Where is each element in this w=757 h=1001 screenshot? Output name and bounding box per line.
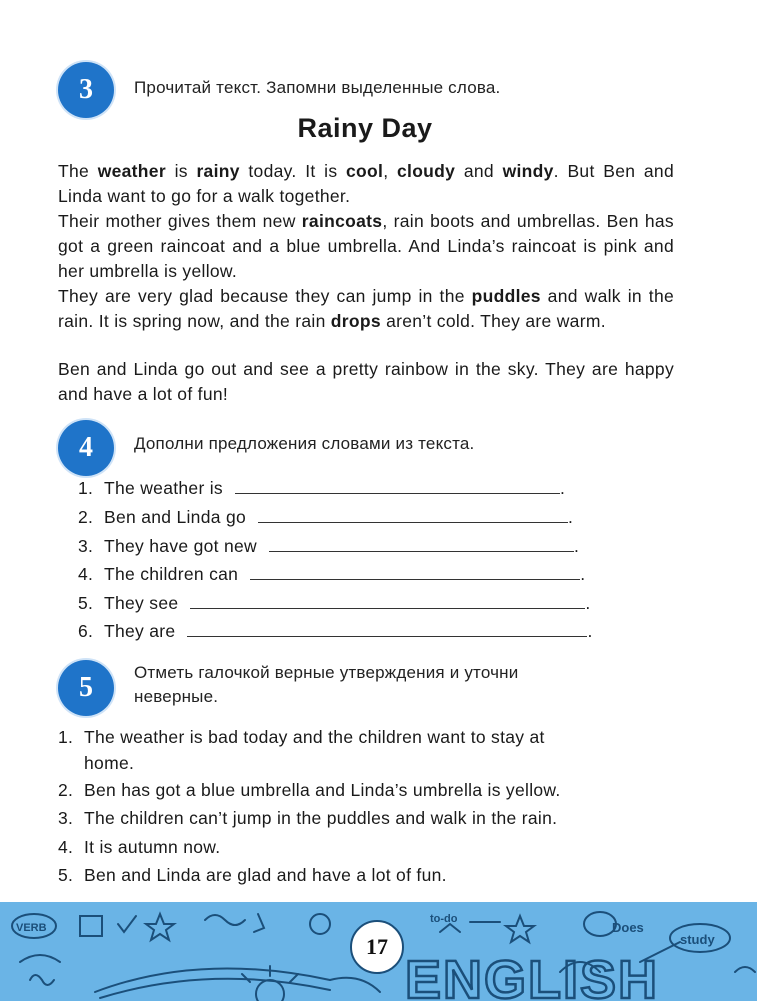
story-paragraph-1	[58, 159, 674, 209]
story-paragraph-2	[58, 209, 674, 284]
text-run: and walk in the rain. It is spring now, and the rain	[58, 286, 675, 331]
item-text: Ben and Linda go	[104, 507, 247, 527]
item-end-punctuation: .	[587, 621, 593, 641]
exercise-3-badge: 3	[58, 62, 114, 118]
item-end-punctuation: .	[568, 507, 574, 527]
highlighted-word: weather	[97, 161, 166, 181]
text-run: and	[455, 161, 503, 181]
answer-blank[interactable]	[250, 561, 580, 580]
statement-text-continued: home.	[84, 753, 135, 773]
banner-word-english: ENGLISH	[405, 950, 660, 1001]
exercise-4-header	[58, 420, 698, 480]
item-number: 5.	[58, 865, 74, 885]
highlighted-word: drops	[330, 311, 381, 331]
statement-item[interactable]	[58, 834, 674, 860]
exercise-4-instruction: Дополни предложения словами из текста.	[134, 434, 475, 453]
text-run: The	[58, 161, 98, 181]
exercise-5-instruction	[134, 661, 518, 709]
highlighted-word: cool	[346, 161, 384, 181]
item-number: 5.	[78, 593, 94, 613]
statement-text: The children can’t jump in the puddles and walk in the rain.	[84, 808, 558, 828]
book-spine	[330, 978, 380, 992]
exercise-4-badge: 4	[58, 420, 114, 476]
fill-in-item	[78, 532, 579, 560]
text-run: They are very glad because they can jump in the	[58, 286, 472, 306]
statement-item[interactable]	[58, 777, 674, 803]
fill-in-item	[78, 560, 585, 588]
page-number: 17	[350, 920, 404, 974]
item-number: 4.	[78, 564, 94, 584]
exercise-5-instruction-line-1: Отметь галочкой верные утверждения и уточни	[134, 663, 519, 682]
item-number: 1.	[58, 727, 74, 747]
text-run: aren’t cold. They are warm.	[380, 311, 606, 331]
statement-item[interactable]	[58, 862, 674, 888]
fill-in-item	[78, 474, 565, 502]
exercise-5-badge: 5	[58, 660, 114, 716]
doodle-word-verb: VERB	[16, 922, 47, 934]
item-end-punctuation: .	[573, 536, 580, 556]
star-icon	[146, 914, 174, 940]
item-text: They are	[104, 621, 176, 641]
item-number: 1.	[78, 478, 94, 498]
text-run: . But Ben and Linda want to go for a walk together.	[58, 161, 675, 206]
item-end-punctuation: .	[580, 564, 586, 584]
highlighted-word: raincoats	[301, 211, 383, 231]
exercise-3-instruction: Прочитай текст. Запомни выделенные слова.	[134, 78, 501, 97]
book-page-left	[95, 968, 330, 992]
statement-text: It is autumn now.	[84, 837, 221, 857]
answer-blank[interactable]	[190, 590, 585, 609]
text-run: Their mother gives them new	[58, 211, 302, 231]
highlighted-word: cloudy	[397, 161, 456, 181]
doodle-word-does: Does	[612, 920, 644, 935]
item-number: 4.	[58, 837, 74, 857]
text-run: ,	[383, 161, 397, 181]
statement-item[interactable]	[58, 724, 674, 776]
statement-item[interactable]	[58, 805, 674, 831]
exercise-5-header	[58, 660, 698, 720]
highlighted-word: puddles	[471, 286, 541, 306]
item-text: The children can	[104, 564, 239, 584]
statement-text: The weather is bad today and the children want to stay at	[84, 727, 545, 747]
item-number: 3.	[78, 536, 94, 556]
text-run: Ben and Linda go out and see a pretty rainbow in the sky. They are happy and have a lot of fun!	[58, 359, 674, 404]
story-paragraph-3	[58, 284, 674, 334]
item-text: They have got new	[104, 536, 257, 556]
exercise-5-instruction-line-2: неверные.	[134, 687, 219, 706]
text-run: is	[165, 161, 197, 181]
item-text: They see	[104, 593, 179, 613]
statement-text: Ben has got a blue umbrella and Linda’s umbrella is yellow.	[84, 780, 561, 800]
statement-text: Ben and Linda are glad and have a lot of fun.	[84, 865, 447, 885]
item-number: 2.	[78, 507, 94, 527]
fill-in-item	[78, 617, 593, 645]
text-run: , rain boots and umbrellas. Ben has got a green raincoat and a blue umbrella. And Linda’s raincoat is pink and her umbrella is yellow.	[58, 211, 674, 281]
item-end-punctuation: .	[585, 593, 591, 613]
fill-in-item	[78, 589, 591, 617]
item-end-punctuation: .	[559, 478, 566, 498]
story-paragraph-4	[58, 357, 674, 407]
fill-in-item	[78, 503, 573, 531]
sun-icon	[256, 980, 284, 1001]
story-title: Rainy Day	[297, 113, 433, 143]
answer-blank[interactable]	[269, 533, 574, 552]
checkmark-icon	[118, 916, 136, 932]
doodle-word-todo: to-do	[430, 913, 458, 925]
text-run: today. It is	[239, 161, 347, 181]
item-number: 3.	[58, 808, 74, 828]
item-number: 2.	[58, 780, 74, 800]
answer-blank[interactable]	[187, 618, 587, 637]
doodle-word-study: study	[680, 932, 715, 947]
answer-blank[interactable]	[258, 504, 568, 523]
highlighted-word: rainy	[196, 161, 240, 181]
item-text: The weather is	[104, 478, 223, 498]
answer-blank[interactable]	[235, 475, 560, 494]
item-number: 6.	[78, 621, 94, 641]
highlighted-word: windy	[502, 161, 554, 181]
